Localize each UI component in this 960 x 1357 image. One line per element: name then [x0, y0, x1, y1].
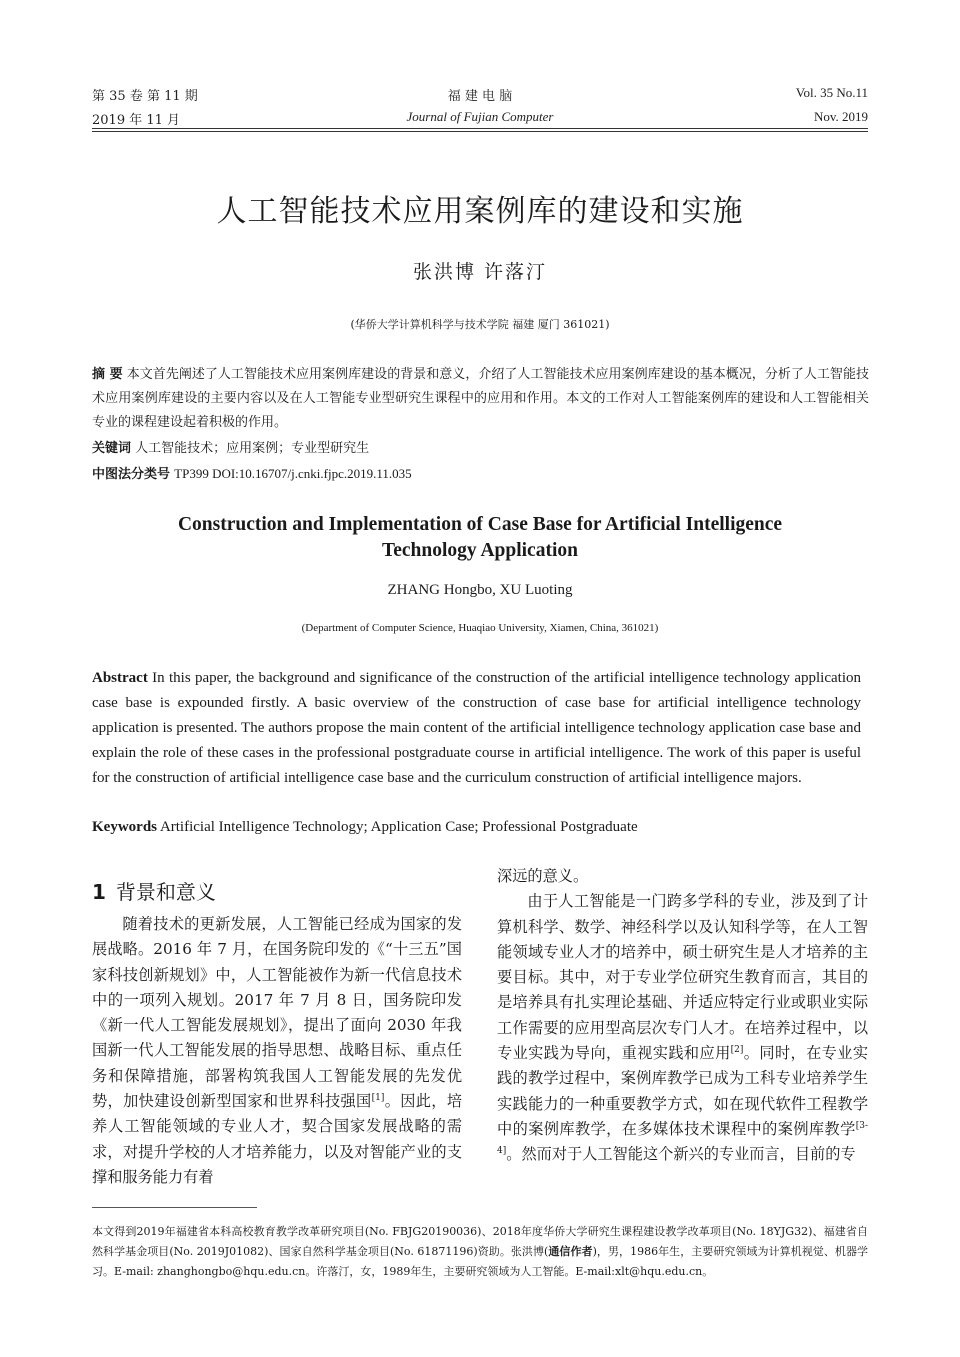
paragraph-text: 。同时，在专业实践的教学过程中，案例库教学已成为工科专业培养学生实践能力的一种重要教学方式，如在现代软件工程教学中的案例库教学，在多媒体技术课程中的案例库教学 [497, 1044, 869, 1138]
keywords-cn-text: 人工智能技术；应用案例；专业型研究生 [135, 441, 370, 456]
abstract-en [92, 666, 861, 791]
citation-ref: [3-4] [497, 1120, 868, 1157]
keywords-cn-label: 关键词 [92, 441, 132, 456]
keywords-en-text: Artificial Intelligence Technology; Application Case; Professional Postgraduate [159, 819, 638, 835]
keywords-en [92, 815, 868, 840]
citation-ref: [2] [730, 1045, 744, 1056]
citation-ref: [1] [371, 1093, 385, 1104]
footnote-text: 本文得到2019年福建省本科高校教育教学改革研究项目(No. FBJG20190036)、2018年度华侨大学研究生课程建设教学改革项目(No. 18YJG32)、福建省自然科学基金项目(No. 2019J01082)、国家自然科学基金项目(No. 61871196)资助。张洪博( [92, 1225, 868, 1258]
paper-title-en-line2: Technology Application [382, 540, 578, 561]
paragraph [497, 889, 868, 1167]
keywords-en-label: Keywords [92, 819, 157, 835]
footnote [92, 1222, 868, 1282]
header-vol-no-en: Vol. 35 No.11 [795, 85, 868, 100]
abstract-cn-text: 本文首先阐述了人工智能技术应用案例库建设的背景和意义，介绍了人工智能技术应用案例库建设的基本概况，分析了人工智能技术应用案例库建设的主要内容以及在人工智能专业型研究生课程中的应用和作用。本文的工作对人工智能案例库的建设和人工智能相关专业的课程建设起着积极的作用。 [92, 367, 869, 430]
paragraph-text: 。因此，培养人工智能领域的专业人才，契合国家发展战略的需求，对提升学校的人才培养能力，以及对智能产业的支撑和服务能力有着 [92, 1092, 463, 1186]
header-journal-en: Journal of Fujian Computer [406, 109, 554, 124]
corresponding-author-label: 通信作者 [548, 1245, 593, 1258]
header-rule-secondary [92, 131, 868, 132]
paragraph-continuation: 深远的意义。 [497, 867, 589, 885]
paragraph-text: 随着技术的更新发展，人工智能已经成为国家的发展战略。2016 年 7 月，在国务院印发的《“十三五”国家科技创新规划》中，人工智能被作为新一代信息技术中的一项列入规划。2017 年 7 月 8 日，国务院印发《新一代人工智能发展规划》，提出了面向 2030 年我国新一代人工智能发展的指导思想、战略目标、重点任务和保障措施，部署构筑我国人工智能发展的先发优势，加快建设创新型国家和世界科技强国 [92, 915, 462, 1111]
section-number: 1 [92, 880, 106, 904]
affiliation-en: (Department of Computer Science, Huaqiao University, Xiamen, China, 361021) [301, 622, 659, 634]
header-date-en: Nov. 2019 [813, 109, 868, 124]
header-journal-cn: 福 建 电 脑 [447, 89, 513, 104]
header-rule [92, 128, 868, 129]
paragraph-text: 由于人工智能是一门跨多学科的专业，涉及到了计算机科学、数学、神经科学以及认知科学等，在人工智能领域专业人才的培养中，硕士研究生是人才培养的主要目标。其中，对于专业学位研究生教育而言，其目的是培养具有扎实理论基础、并适应特定行业或职业实际工作需要的应用型高层次专门人才。在培养过程中，以专业实践为导向，重视实践和应用 [497, 892, 868, 1063]
classification [92, 462, 869, 487]
keywords-cn [92, 437, 869, 461]
abstract-cn [92, 363, 869, 435]
classification-label: 中图法分类号 [92, 467, 171, 482]
section-heading [92, 876, 216, 905]
paragraph-text: 。然而对于人工智能这个新兴的专业而言，目前的专 [506, 1145, 856, 1164]
abstract-en-label: Abstract [92, 670, 148, 686]
footnote-text: )，男，1986年生，主要研究领域为计算机视觉、机器学习。E-mail: zhanghongbo@hqu.edu.cn。许落汀，女，1989年生，主要研究领域为人工智能。E-mail:xlt@hqu.edu.cn。 [92, 1245, 868, 1278]
paragraph [92, 912, 462, 1190]
abstract-cn-label: 摘 要 [92, 367, 123, 382]
paper-title-cn: 人工智能技术应用案例库的建设和实施 [216, 194, 744, 229]
header-date-cn: 2019 年 11 月 [92, 113, 181, 128]
paper-title-en [92, 512, 868, 564]
body-column-right [497, 864, 868, 1168]
section-title: 背景和意义 [115, 880, 216, 904]
body-column-left [92, 912, 462, 1190]
abstract-en-text: In this paper, the background and significance of the construction of the artificial intelligence technology application case base is expounded firstly. A basic overview of the construction of case base for artificial intelligence technology application is presented. The authors propose the main content of the artificial intelligence technology application case base and explain the role of these cases in the professional postgraduate course in artificial intelligence. The work of this paper is useful for the construction of artificial intelligence case base and the curriculum construction of artificial intelligence majors. [92, 670, 861, 786]
authors-en: ZHANG Hongbo, XU Luoting [387, 582, 573, 598]
affiliation-cn: (华侨大学计算机科学与技术学院 福建 厦门 361021) [350, 318, 610, 331]
header-volume-issue: 第 35 卷 第 11 期 [92, 89, 198, 104]
footnote-rule [92, 1207, 257, 1208]
paper-title-en-line1: Construction and Implementation of Case Base for Artificial Intelligence [177, 514, 783, 535]
classification-text: TP399 DOI:10.16707/j.cnki.fjpc.2019.11.035 [174, 466, 412, 481]
authors-cn: 张洪博 许落汀 [412, 261, 548, 283]
